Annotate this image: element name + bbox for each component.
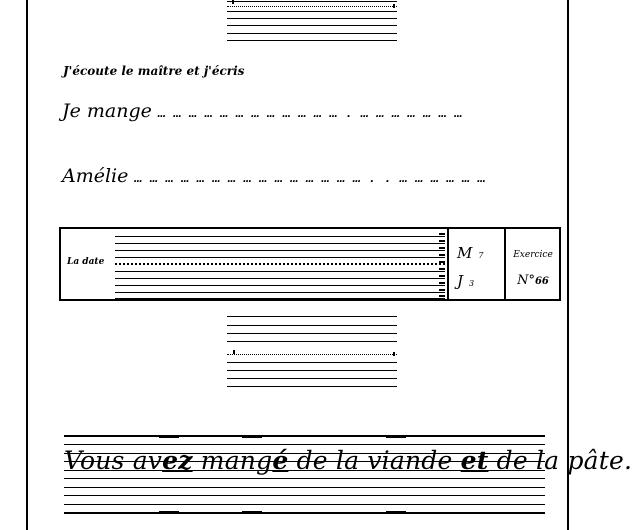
exercise-number: 66 <box>535 276 549 287</box>
title-writing-lines-bottom <box>227 316 397 392</box>
month-value: 7 <box>478 251 483 260</box>
sentence-highlight-et: et <box>461 446 489 475</box>
sentence-highlight-e-accent: é <box>272 446 288 475</box>
exercise-header-box <box>59 227 561 301</box>
sentence-part-3: mang <box>193 446 273 475</box>
day-value: 3 <box>469 279 474 288</box>
sentence-part-7: de la pâte. <box>489 446 632 475</box>
dictation-dots-2[interactable]: … … … … … … … … … … … … … … … . . … … … … … … <box>134 171 485 186</box>
date-writing-lines[interactable] <box>115 229 445 299</box>
instruction-heading: J'écoute le maître et j'écris <box>63 64 244 78</box>
dictation-line-1 <box>62 100 462 122</box>
model-sentence <box>64 446 632 475</box>
header-divider-1 <box>447 229 449 299</box>
date-label: La date <box>67 257 104 267</box>
sentence-part-1: Vous av <box>64 446 162 475</box>
header-divider-2 <box>504 229 506 299</box>
dictation-word-2: Amélie <box>62 165 128 187</box>
month-day-cell <box>451 229 505 299</box>
exercise-number-prefix: N° <box>517 273 535 288</box>
day-label: J <box>457 272 463 290</box>
model-sentence-block <box>64 432 545 525</box>
month-label: M <box>457 244 472 262</box>
sentence-part-5: de la viande <box>288 446 460 475</box>
exercise-number-row <box>507 273 559 288</box>
dictation-dots-1[interactable]: … … … … … … … … … … … … . … … … … … … … <box>158 106 462 121</box>
title-writing-lines-top <box>227 0 397 42</box>
exercise-cell <box>507 229 559 299</box>
exercise-label: Exercice <box>507 250 559 260</box>
dictation-line-2 <box>62 165 485 187</box>
dictation-word-1: Je mange <box>62 100 152 122</box>
date-margin-marks <box>439 229 445 299</box>
sentence-highlight-ez: ez <box>162 446 193 475</box>
